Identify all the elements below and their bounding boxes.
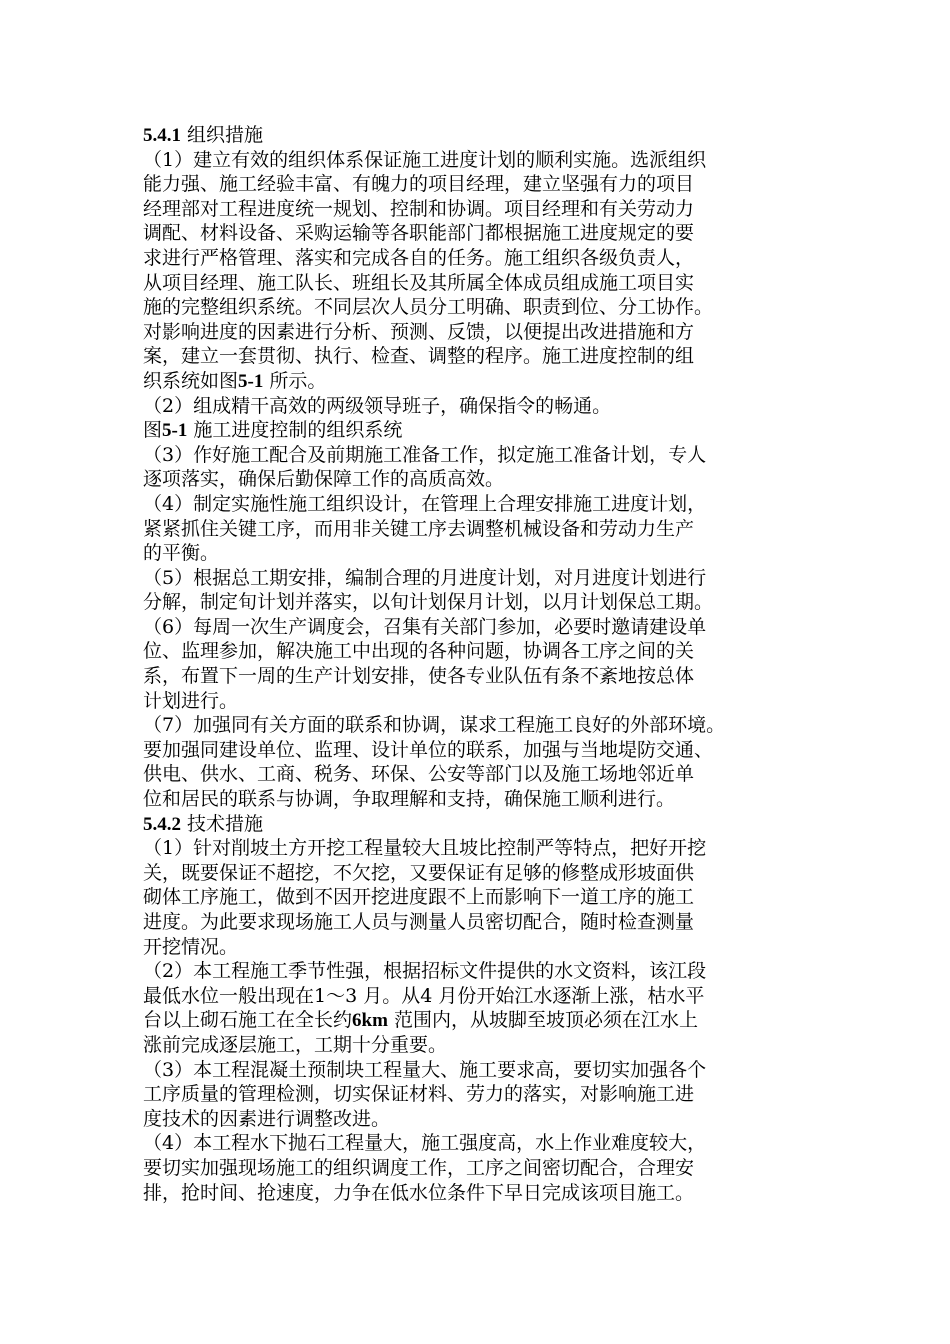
paragraph-line: （2）组成精干高效的两级领导班子，确保指令的畅通。 <box>143 394 612 417</box>
text-run: 施工进度控制的组织系统 <box>187 419 403 442</box>
paragraph-line: 涨前完成逐层施工，工期十分重要。 <box>143 1033 448 1056</box>
text-run: 所示。 <box>263 369 327 392</box>
paragraph-line: 排，抢时间、抢速度，力争在低水位条件下早日完成该项目施工。 <box>143 1181 695 1204</box>
paragraph-line: 分解，制定旬计划并落实，以旬计划保月计划，以月计划保总工期。 <box>143 591 714 614</box>
paragraph-line: 工序质量的管理检测，切实保证材料、劳力的落实，对影响施工进 <box>143 1083 695 1106</box>
distance-value: 6km <box>352 1010 388 1032</box>
text-run: 台以上砌石施工在全长约 <box>143 1009 353 1032</box>
paragraph-line: 砌体工序施工，做到不因开挖进度跟不上而影响下一道工序的施工 <box>143 886 695 909</box>
paragraph-line: 要加强同建设单位、监理、设计单位的联系，加强与当地堤防交通、 <box>143 738 714 761</box>
figure-number: 5-1 <box>238 370 264 392</box>
paragraph-line: 供电、供水、工商、税务、环保、公安等部门以及施工场地邻近单 <box>143 763 695 786</box>
figure-number: 5-1 <box>162 420 188 442</box>
paragraph-line: 从项目经理、施工队长、班组长及其所属全体成员组成施工项目实 <box>143 271 695 294</box>
paragraph-line: （3）作好施工配合及前期施工准备工作，拟定施工准备计划，专人 <box>143 443 707 466</box>
paragraph-line: （6）每周一次生产调度会，召集有关部门参加，必要时邀请建设单 <box>143 615 707 638</box>
paragraph-line: 案，建立一套贯彻、执行、检查、调整的程序。施工进度控制的组 <box>143 345 695 368</box>
document-body <box>143 123 823 1205</box>
paragraph-line-figure-ref <box>143 369 823 394</box>
paragraph-line: 经理部对工程进度统一规划、控制和协调。项目经理和有关劳动力 <box>143 197 695 220</box>
paragraph-line: 开挖情况。 <box>143 935 239 958</box>
section-heading-5-4-2 <box>143 812 823 837</box>
paragraph-line: （7）加强同有关方面的联系和协调，谋求工程施工良好的外部环境。 <box>143 714 726 737</box>
paragraph-line: 最低水位一般出现在1～3 月。从4 月份开始江水逐渐上涨，枯水平 <box>143 984 705 1007</box>
paragraph-line: 位和居民的联系与协调，争取理解和支持，确保施工顺利进行。 <box>143 788 676 811</box>
text-run: 图 <box>143 419 163 442</box>
text-run: 织系统如图 <box>143 369 239 392</box>
paragraph-line: 施的完整组织系统。不同层次人员分工明确、职责到位、分工协作。 <box>143 296 714 319</box>
paragraph-line: （4）本工程水下抛石工程量大，施工强度高，水上作业难度较大， <box>143 1132 707 1155</box>
paragraph-line: （2）本工程施工季节性强，根据招标文件提供的水文资料，该江段 <box>143 960 707 983</box>
paragraph-line: （4）制定实施性施工组织设计，在管理上合理安排施工进度计划， <box>143 492 707 515</box>
paragraph-line: 位、监理参加，解决施工中出现的各种问题，协调各工序之间的关 <box>143 640 695 663</box>
section-title: 技术措施 <box>181 812 264 835</box>
paragraph-line: 度技术的因素进行调整改进。 <box>143 1107 391 1130</box>
paragraph-line: 能力强、施工经验丰富、有魄力的项目经理，建立坚强有力的项目 <box>143 173 695 196</box>
paragraph-line-6km <box>143 1008 823 1033</box>
section-number: 5.4.2 <box>143 813 181 835</box>
paragraph-line: 的平衡。 <box>143 542 220 565</box>
paragraph-line: 紧紧抓住关键工序，而用非关键工序去调整机械设备和劳动力生产 <box>143 517 695 540</box>
paragraph-line: 要切实加强现场施工的组织调度工作，工序之间密切配合，合理安 <box>143 1156 695 1179</box>
paragraph-line: 逐项落实，确保后勤保障工作的高质高效。 <box>143 468 505 491</box>
paragraph-line: （3）本工程混凝土预制块工程量大、施工要求高，要切实加强各个 <box>143 1058 707 1081</box>
paragraph-line: 系，布置下一周的生产计划安排，使各专业队伍有条不紊地按总体 <box>143 665 695 688</box>
paragraph-line: 调配、材料设备、采购运输等各职能部门都根据施工进度规定的要 <box>143 222 695 245</box>
paragraph-line: （1）建立有效的组织体系保证施工进度计划的顺利实施。选派组织 <box>143 148 707 171</box>
figure-caption <box>143 418 823 443</box>
paragraph-line: （5）根据总工期安排，编制合理的月进度计划，对月进度计划进行 <box>143 566 707 589</box>
section-number: 5.4.1 <box>143 125 181 146</box>
paragraph-line: 关，既要保证不超挖，不欠挖，又要保证有足够的修整成形坡面供 <box>143 861 695 884</box>
section-title: 组织措施 <box>181 124 264 146</box>
text-run: 范围内，从坡脚至坡顶必须在江水上 <box>387 1009 698 1032</box>
section-heading-5-4-1 <box>143 123 823 148</box>
paragraph-line: 求进行严格管理、落实和完成各自的任务。施工组织各级负责人， <box>143 246 695 269</box>
paragraph-line: 对影响进度的因素进行分析、预测、反馈，以便提出改进措施和方 <box>143 320 695 343</box>
paragraph-line: 计划进行。 <box>143 689 239 712</box>
paragraph-line: （1）针对削坡土方开挖工程量较大且坡比控制严等特点，把好开挖 <box>143 837 707 860</box>
paragraph-line: 进度。为此要求现场施工人员与测量人员密切配合，随时检查测量 <box>143 911 695 933</box>
